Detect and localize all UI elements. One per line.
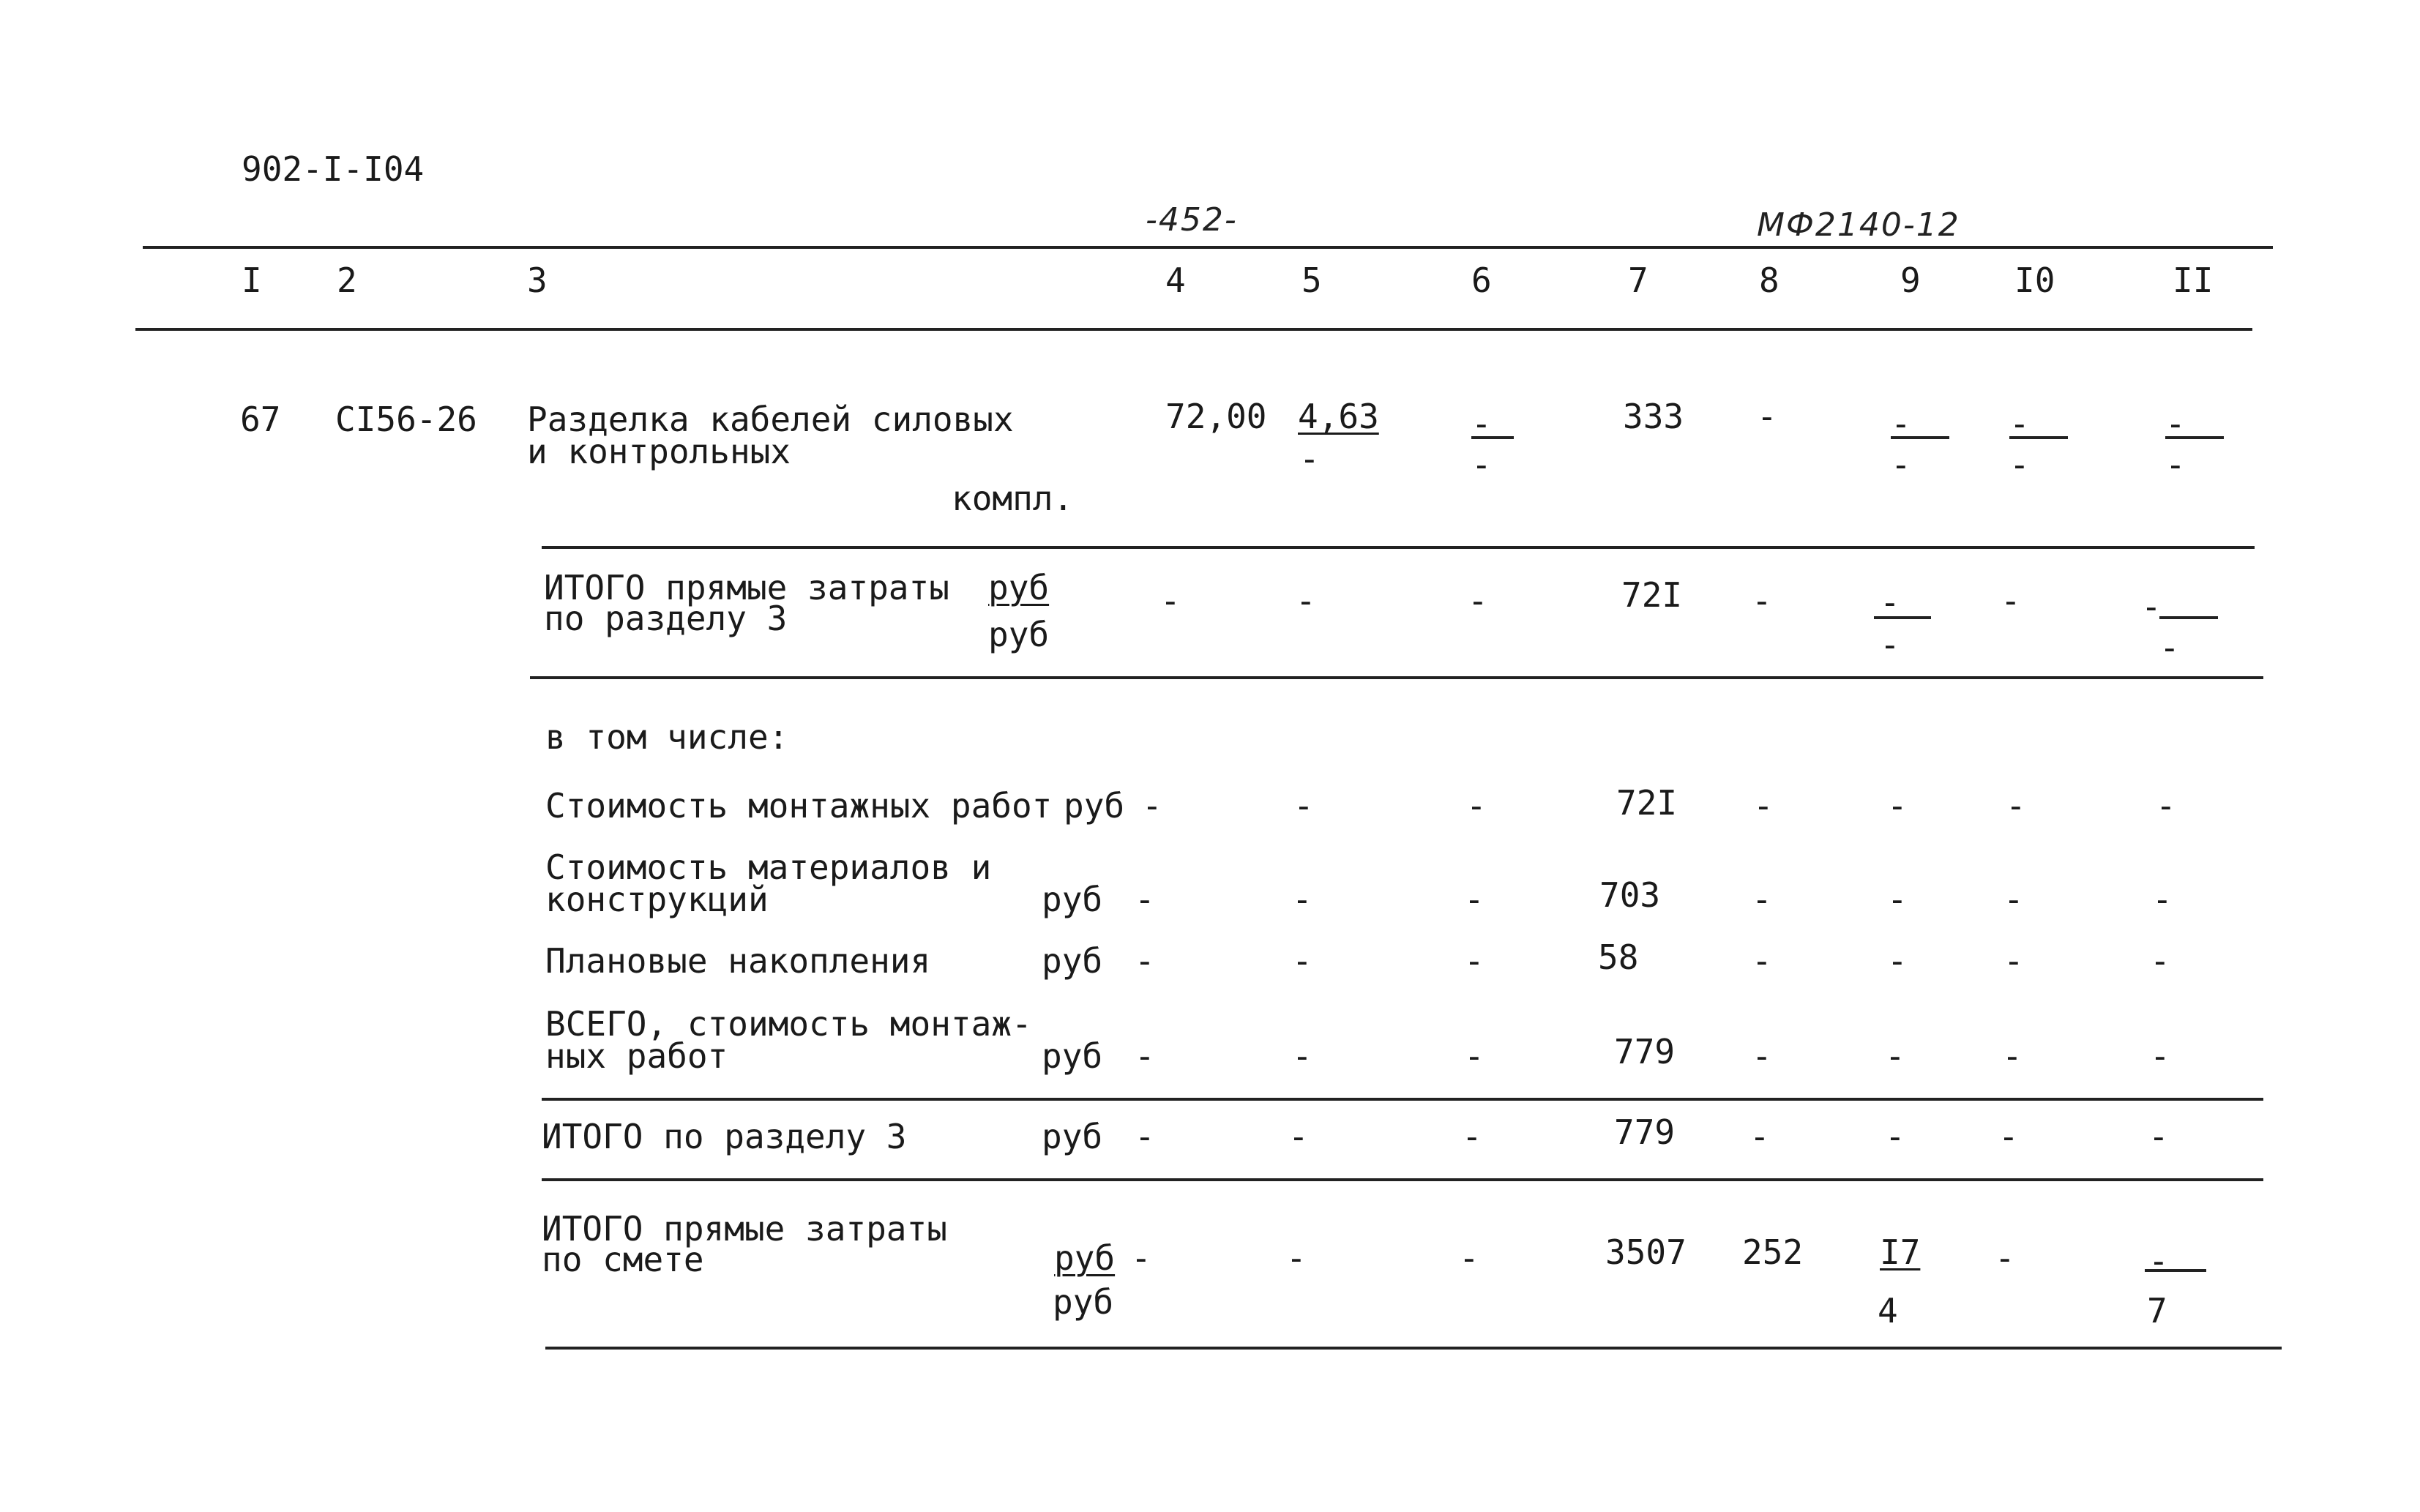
estimate-total-col11: - — [2148, 1241, 2169, 1281]
col-header-4: 4 — [1165, 261, 1186, 300]
item-col6-sub: - — [1471, 445, 1492, 484]
section-direct-col9: - — [1880, 583, 1900, 622]
estimate-total-col11-fraction-line — [2145, 1269, 2206, 1272]
section-direct-unit-top: руб — [988, 568, 1050, 607]
item-bottom-rule — [542, 546, 2255, 549]
section-direct-col4: - — [1160, 581, 1181, 621]
item-col11-sub: - — [2165, 445, 2186, 484]
item-col10-sub: - — [2009, 445, 2030, 484]
breakdown-col8: - — [1753, 786, 1774, 826]
breakdown-bottom-rule — [542, 1098, 2263, 1101]
item-col9-sub: - — [1891, 445, 1911, 484]
section-total-col7: 779 — [1614, 1112, 1676, 1152]
col-header-5: 5 — [1302, 261, 1322, 300]
breakdown-unit: руб — [1042, 1036, 1103, 1076]
sheet-stamp: МФ2140-12 — [1757, 206, 1960, 244]
breakdown-col4: - — [1135, 1036, 1155, 1076]
estimate-total-col7: 3507 — [1605, 1232, 1687, 1272]
section-direct-label-line1: ИТОГО прямые затраты — [544, 568, 949, 607]
estimate-total-col11-bottom: 7 — [2147, 1291, 2167, 1331]
item-col10-fraction-line — [2009, 436, 2068, 439]
breakdown-col5: - — [1292, 880, 1312, 919]
item-col11-fraction-line — [2165, 436, 2224, 439]
estimate-total-col5: - — [1286, 1238, 1307, 1278]
item-col9-fraction-line — [1891, 436, 1949, 439]
col-header-9: 9 — [1900, 261, 1921, 300]
section-total-label: ИТОГО по разделу 3 — [542, 1117, 907, 1156]
item-unit: компл. — [952, 479, 1074, 518]
breakdown-unit: руб — [1064, 786, 1125, 826]
breakdown-col9: - — [1887, 880, 1908, 919]
item-description-line1: Разделка кабелей силовых — [527, 400, 1014, 439]
section-direct-col11: - — [2141, 587, 2162, 626]
estimate-total-col9-bottom: 4 — [1878, 1291, 1898, 1331]
breakdown-col7: 779 — [1614, 1032, 1676, 1071]
section-direct-col9-fraction-line — [1874, 616, 1931, 619]
estimate-total-label-line2: по смете — [542, 1240, 704, 1279]
breakdown-col8: - — [1752, 1036, 1772, 1076]
breakdown-col5: - — [1292, 941, 1312, 981]
breakdown-col9: - — [1885, 1036, 1905, 1076]
col-header-10: I0 — [2014, 261, 2055, 300]
breakdown-col9: - — [1887, 786, 1908, 826]
breakdown-col6: - — [1466, 786, 1487, 826]
breakdown-label-line1: ВСЕГО, стоимость монтаж- — [545, 1004, 1032, 1044]
section-total-col10: - — [1998, 1117, 2019, 1156]
breakdown-col4: - — [1135, 880, 1155, 919]
col-header-8: 8 — [1759, 261, 1779, 300]
estimate-total-unit-bottom: руб — [1053, 1282, 1114, 1322]
breakdown-col10: - — [2003, 941, 2024, 981]
item-col6: - — [1471, 404, 1492, 444]
section-direct-col8: - — [1752, 581, 1772, 621]
estimate-total-unit-top: руб — [1054, 1238, 1116, 1278]
item-col9: - — [1891, 404, 1911, 444]
estimate-total-col9: I7 — [1880, 1232, 1921, 1272]
col-header-11: II — [2173, 261, 2214, 300]
item-col5-sub: - — [1299, 439, 1320, 479]
section-total-col11: - — [2148, 1117, 2169, 1156]
item-code: CI56-26 — [335, 400, 477, 439]
estimate-total-col10: - — [1995, 1238, 2015, 1278]
col-header-7: 7 — [1628, 261, 1648, 300]
section-total-unit: руб — [1042, 1117, 1103, 1156]
section-total-col5: - — [1288, 1117, 1309, 1156]
item-col7: 333 — [1623, 397, 1684, 436]
breakdown-col7: 58 — [1598, 937, 1639, 977]
section-direct-bottom-rule — [530, 676, 2263, 679]
item-col11: - — [2165, 404, 2186, 444]
section-total-col6: - — [1462, 1117, 1482, 1156]
estimate-total-col4: - — [1131, 1238, 1151, 1278]
estimate-total-col8: 252 — [1742, 1232, 1804, 1272]
section-direct-label-line2: по разделу 3 — [544, 599, 788, 638]
table-bottom-rule — [545, 1347, 2282, 1350]
item-col8: - — [1757, 397, 1777, 436]
section-total-col9: - — [1885, 1117, 1905, 1156]
item-description-line2: и контрольных — [527, 432, 791, 471]
breakdown-col11: - — [2156, 786, 2176, 826]
section-direct-col11-fraction-line — [2159, 616, 2218, 619]
section-direct-col11-sub: - — [2159, 628, 2180, 667]
breakdown-col11: - — [2150, 941, 2170, 981]
header-bottom-rule — [135, 328, 2252, 331]
breakdown-label: Плановые накопления — [545, 941, 931, 981]
breakdown-col6: - — [1464, 1036, 1485, 1076]
breakdown-label-line2: конструкций — [545, 880, 769, 919]
col-header-6: 6 — [1471, 261, 1492, 300]
col-header-2: 2 — [337, 261, 357, 300]
breakdown-col7: 72I — [1616, 783, 1678, 823]
breakdown-unit: руб — [1042, 880, 1103, 919]
item-col5: 4,63 — [1298, 397, 1379, 436]
breakdown-col5: - — [1292, 1036, 1312, 1076]
including-label: в том числе: — [545, 717, 789, 757]
estimate-total-label-line1: ИТОГО прямые затраты — [542, 1209, 947, 1249]
section-direct-col9-sub: - — [1880, 625, 1900, 665]
section-total-bottom-rule — [542, 1178, 2263, 1181]
section-direct-col10: - — [2001, 581, 2021, 621]
breakdown-col6: - — [1464, 880, 1485, 919]
breakdown-col8: - — [1752, 880, 1772, 919]
page-number: -452- — [1146, 201, 1238, 239]
breakdown-label-line1: Стоимость материалов и — [545, 847, 992, 887]
item-col6-fraction-line — [1471, 436, 1514, 439]
col-header-1: I — [242, 261, 262, 300]
breakdown-col6: - — [1464, 941, 1485, 981]
section-direct-col7: 72I — [1621, 575, 1683, 615]
breakdown-col7: 703 — [1599, 875, 1661, 915]
breakdown-col11: - — [2152, 880, 2173, 919]
breakdown-col10: - — [2006, 786, 2026, 826]
breakdown-col8: - — [1752, 941, 1772, 981]
document-number: 902-I-I04 — [242, 149, 425, 189]
section-direct-col6: - — [1468, 581, 1488, 621]
breakdown-col4: - — [1142, 786, 1162, 826]
col-header-3: 3 — [527, 261, 548, 300]
item-col10: - — [2009, 404, 2030, 444]
breakdown-col4: - — [1135, 941, 1155, 981]
estimate-total-col6: - — [1459, 1238, 1479, 1278]
item-number: 67 — [240, 400, 281, 439]
breakdown-col5: - — [1293, 786, 1314, 826]
breakdown-col9: - — [1887, 941, 1908, 981]
item-col4: 72,00 — [1165, 397, 1267, 436]
section-direct-unit-bottom: руб — [988, 615, 1050, 654]
table-top-rule — [143, 246, 2273, 249]
breakdown-col10: - — [2003, 880, 2024, 919]
section-total-col4: - — [1135, 1117, 1155, 1156]
section-total-col8: - — [1749, 1117, 1770, 1156]
breakdown-col10: - — [2002, 1036, 2023, 1076]
section-direct-col5: - — [1296, 581, 1316, 621]
breakdown-unit: руб — [1042, 941, 1103, 981]
breakdown-col11: - — [2150, 1036, 2170, 1076]
breakdown-label-line2: ных работ — [545, 1036, 728, 1076]
breakdown-label: Стоимость монтажных работ — [545, 786, 1053, 826]
